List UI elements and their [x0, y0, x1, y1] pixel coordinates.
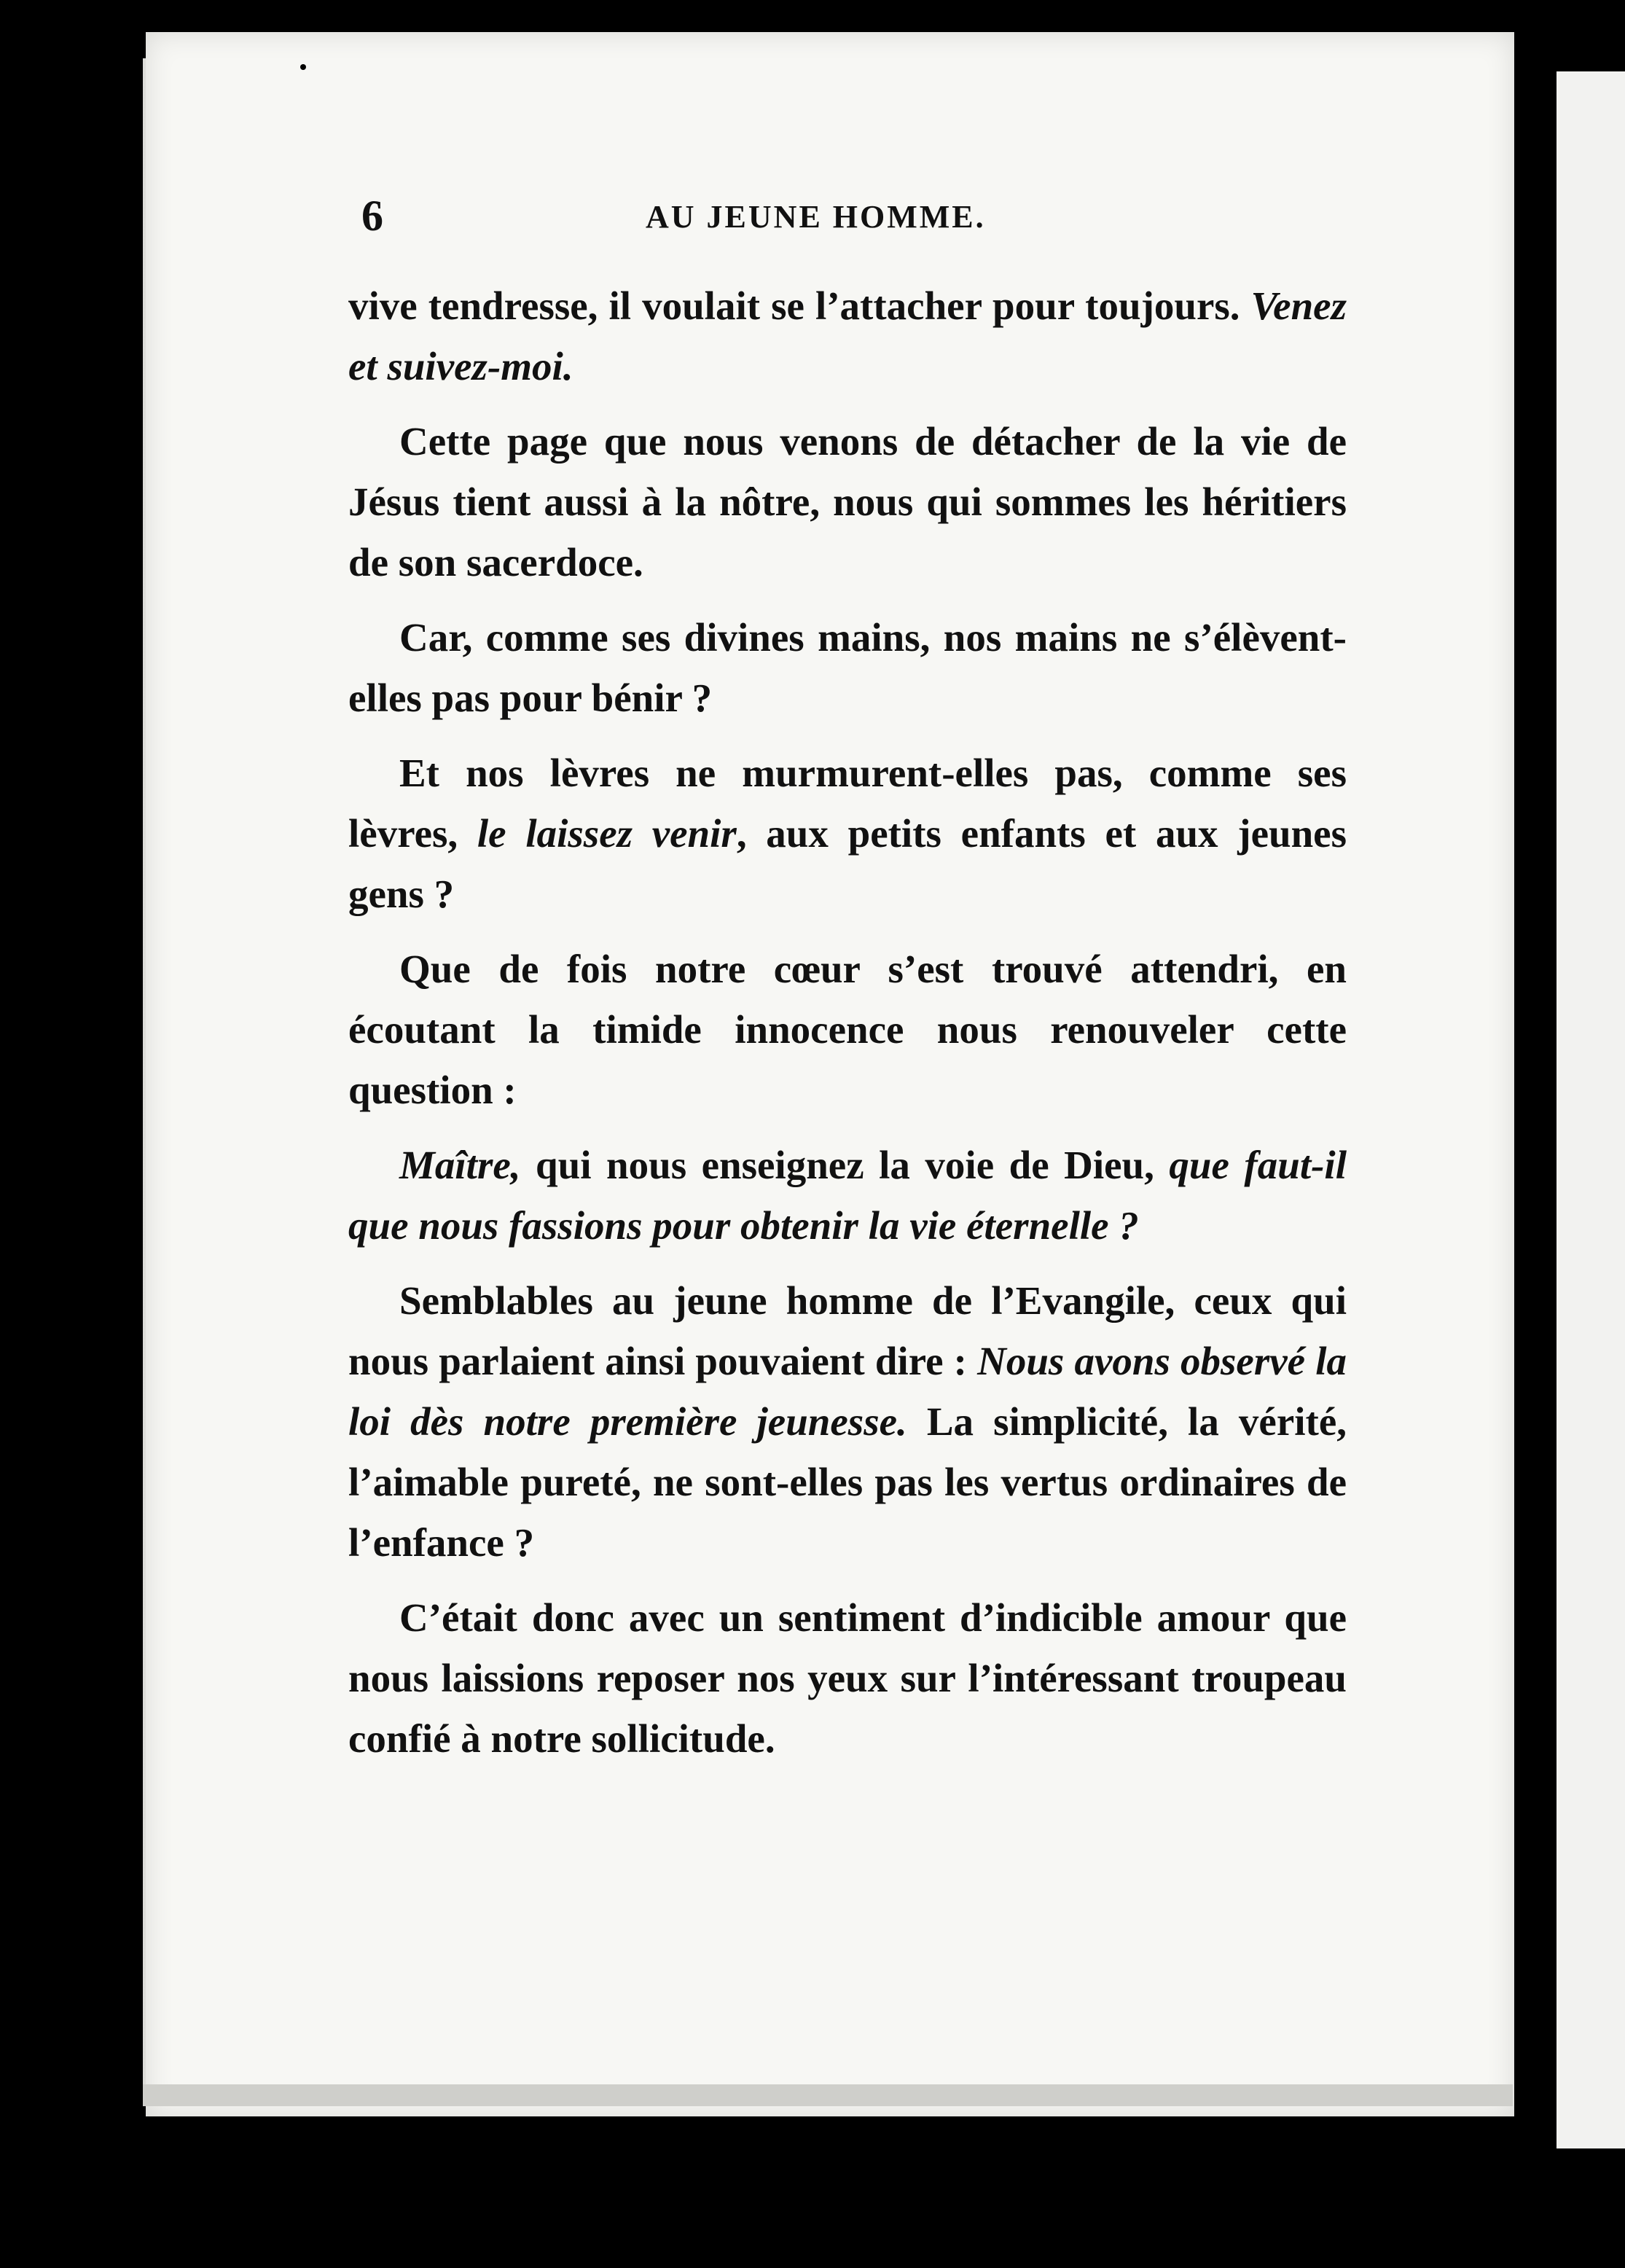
paragraph-6-italic-c: que faut-il que nous fassions pour obtenir la vie éternelle ? — [348, 1143, 1347, 1248]
paragraph-4-italic: le laissez venir — [477, 811, 737, 856]
paragraph-5: Que de fois notre cœur s’est trouvé attendri, en écoutant la timide innocence nous renouveler cette question : — [348, 947, 1347, 1112]
body-text — [348, 275, 1347, 1783]
page-number: 6 — [361, 192, 383, 240]
paragraph-1 — [348, 275, 1347, 396]
scan-speck — [300, 64, 306, 70]
paragraph-8: C’était donc avec un sentiment d’indicible amour que nous laissions reposer nos yeux sur l’intéressant troupeau confié à notre sollicitude. — [348, 1595, 1347, 1761]
page-bottom-edge — [143, 2084, 1513, 2106]
paragraph-1-italic: Venez et suivez-moi. — [348, 284, 1347, 388]
paragraph-7-italic: Nous avons observé la loi dès notre première jeunesse. — [348, 1339, 1347, 1444]
paragraph-7-text-a: Semblables au jeune homme de l’Evangile, ceux qui nous parlaient ainsi pouvaient dire : — [348, 1278, 1347, 1383]
paragraph-7 — [348, 1270, 1347, 1573]
running-title: AU JEUNE HOMME. — [646, 199, 986, 235]
page-header — [361, 191, 1352, 249]
paragraph-6-italic-a: Maître, — [399, 1143, 521, 1187]
paragraph-6-quote — [348, 1135, 1347, 1256]
paragraph-4-text-c: , aux petits enfants et aux jeunes gens ? — [348, 811, 1347, 916]
paragraph-2: Cette page que nous venons de détacher de la vie de Jésus tient aussi à la nôtre, nous qui sommes les héritiers de son sacerdoce. — [348, 419, 1347, 584]
paragraph-6-text: qui nous enseignez la voie de Dieu, — [520, 1143, 1170, 1187]
paragraph-4-text-a: Et nos lèvres ne murmurent-elles pas, comme ses lèvres, — [348, 751, 1347, 856]
paragraph-1-text: vive tendresse, il voulait se l’attacher pour toujours. — [348, 284, 1251, 328]
scan-speck — [488, 2243, 493, 2248]
paragraph-7-text-c: La simplicité, la vérité, l’aimable pureté, ne sont-elles pas les vertus ordinaires de l’enfance ? — [348, 1399, 1347, 1565]
paragraph-4 — [348, 743, 1347, 924]
paragraph-3: Car, comme ses divines mains, nos mains ne s’élèvent-elles pas pour bénir ? — [348, 615, 1347, 720]
adjacent-page-sliver — [1557, 71, 1625, 2148]
